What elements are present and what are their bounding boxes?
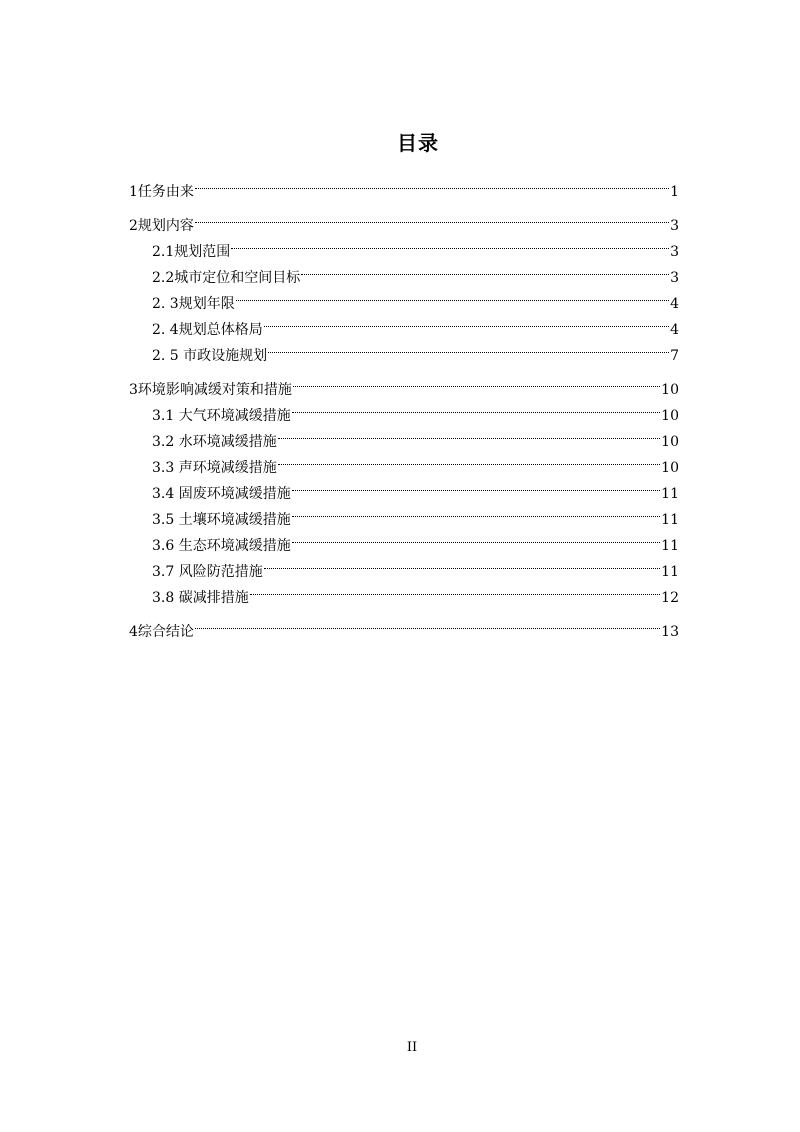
toc-entry-label: 3.2 水环境减缓措施 bbox=[152, 434, 277, 450]
dot-leader bbox=[264, 308, 669, 334]
toc-entry-page: 3 bbox=[670, 244, 679, 260]
toc-entry-2[interactable] bbox=[129, 204, 679, 234]
dot-leader bbox=[292, 498, 660, 524]
toc-entry-page: 7 bbox=[670, 348, 679, 364]
dot-leader bbox=[278, 446, 660, 472]
dot-leader bbox=[268, 334, 669, 360]
toc-entry-page: 11 bbox=[661, 486, 679, 502]
toc-entry-label: 3环境影响减缓对策和措施 bbox=[129, 382, 292, 398]
toc-entry-page: 13 bbox=[661, 624, 679, 640]
toc-entry-page: 4 bbox=[670, 296, 679, 312]
toc-entry-label: 3.7 风险防范措施 bbox=[152, 564, 263, 580]
toc-entry-label: 3.6 生态环境减缓措施 bbox=[152, 538, 291, 554]
dot-leader bbox=[250, 576, 660, 602]
page-footer-number: II bbox=[406, 1040, 418, 1055]
dot-leader bbox=[231, 230, 669, 256]
toc-entry-page: 10 bbox=[661, 434, 679, 450]
dot-leader bbox=[195, 610, 660, 636]
toc-entry-2-1[interactable] bbox=[129, 230, 679, 260]
dot-leader bbox=[292, 472, 660, 498]
dot-leader bbox=[195, 204, 669, 230]
toc-entry-page: 3 bbox=[670, 270, 679, 286]
toc-entry-label: 2规划内容 bbox=[129, 218, 194, 234]
dot-leader bbox=[292, 524, 660, 550]
toc-entry-page: 10 bbox=[661, 460, 679, 476]
dot-leader bbox=[236, 282, 669, 308]
toc-entry-page: 1 bbox=[670, 184, 679, 200]
toc-entry-label: 2. 4规划总体格局 bbox=[152, 322, 263, 338]
dot-leader bbox=[278, 420, 660, 446]
toc-entry-page: 11 bbox=[661, 512, 679, 528]
toc-entry-label: 1任务由来 bbox=[129, 184, 194, 200]
toc-entry-page: 10 bbox=[661, 382, 679, 398]
dot-leader bbox=[293, 368, 660, 394]
toc-entry-label: 2. 3规划年限 bbox=[152, 296, 235, 312]
toc-entry-page: 12 bbox=[661, 590, 679, 606]
toc-entry-1[interactable] bbox=[129, 170, 679, 200]
toc-entry-label: 3.4 固废环境减缓措施 bbox=[152, 486, 291, 502]
toc-entry-page: 3 bbox=[670, 218, 679, 234]
toc-entry-label: 2. 5 市政设施规划 bbox=[152, 348, 268, 364]
toc-entry-page: 11 bbox=[661, 538, 679, 554]
table-of-contents bbox=[129, 170, 679, 640]
toc-entry-label: 3.3 声环境减缓措施 bbox=[152, 460, 277, 476]
dot-leader bbox=[195, 170, 669, 196]
toc-entry-label: 3.8 碳减排措施 bbox=[152, 590, 249, 606]
toc-entry-page: 4 bbox=[670, 322, 679, 338]
toc-entry-label: 3.1 大气环境减缓措施 bbox=[152, 408, 291, 424]
toc-entry-label: 2.1规划范围 bbox=[152, 244, 231, 260]
dot-leader bbox=[292, 394, 660, 420]
toc-entry-label: 3.5 土壤环境减缓措施 bbox=[152, 512, 291, 528]
toc-entry-page: 10 bbox=[661, 408, 679, 424]
dot-leader bbox=[264, 550, 660, 576]
toc-entry-label: 4综合结论 bbox=[129, 624, 194, 640]
toc-title: 目录 bbox=[397, 131, 439, 155]
toc-entry-3[interactable] bbox=[129, 368, 679, 398]
toc-entry-4[interactable] bbox=[129, 610, 679, 640]
toc-entry-label: 2.2城市定位和空间目标 bbox=[152, 270, 301, 286]
dot-leader bbox=[301, 256, 669, 282]
toc-entry-page: 11 bbox=[661, 564, 679, 580]
